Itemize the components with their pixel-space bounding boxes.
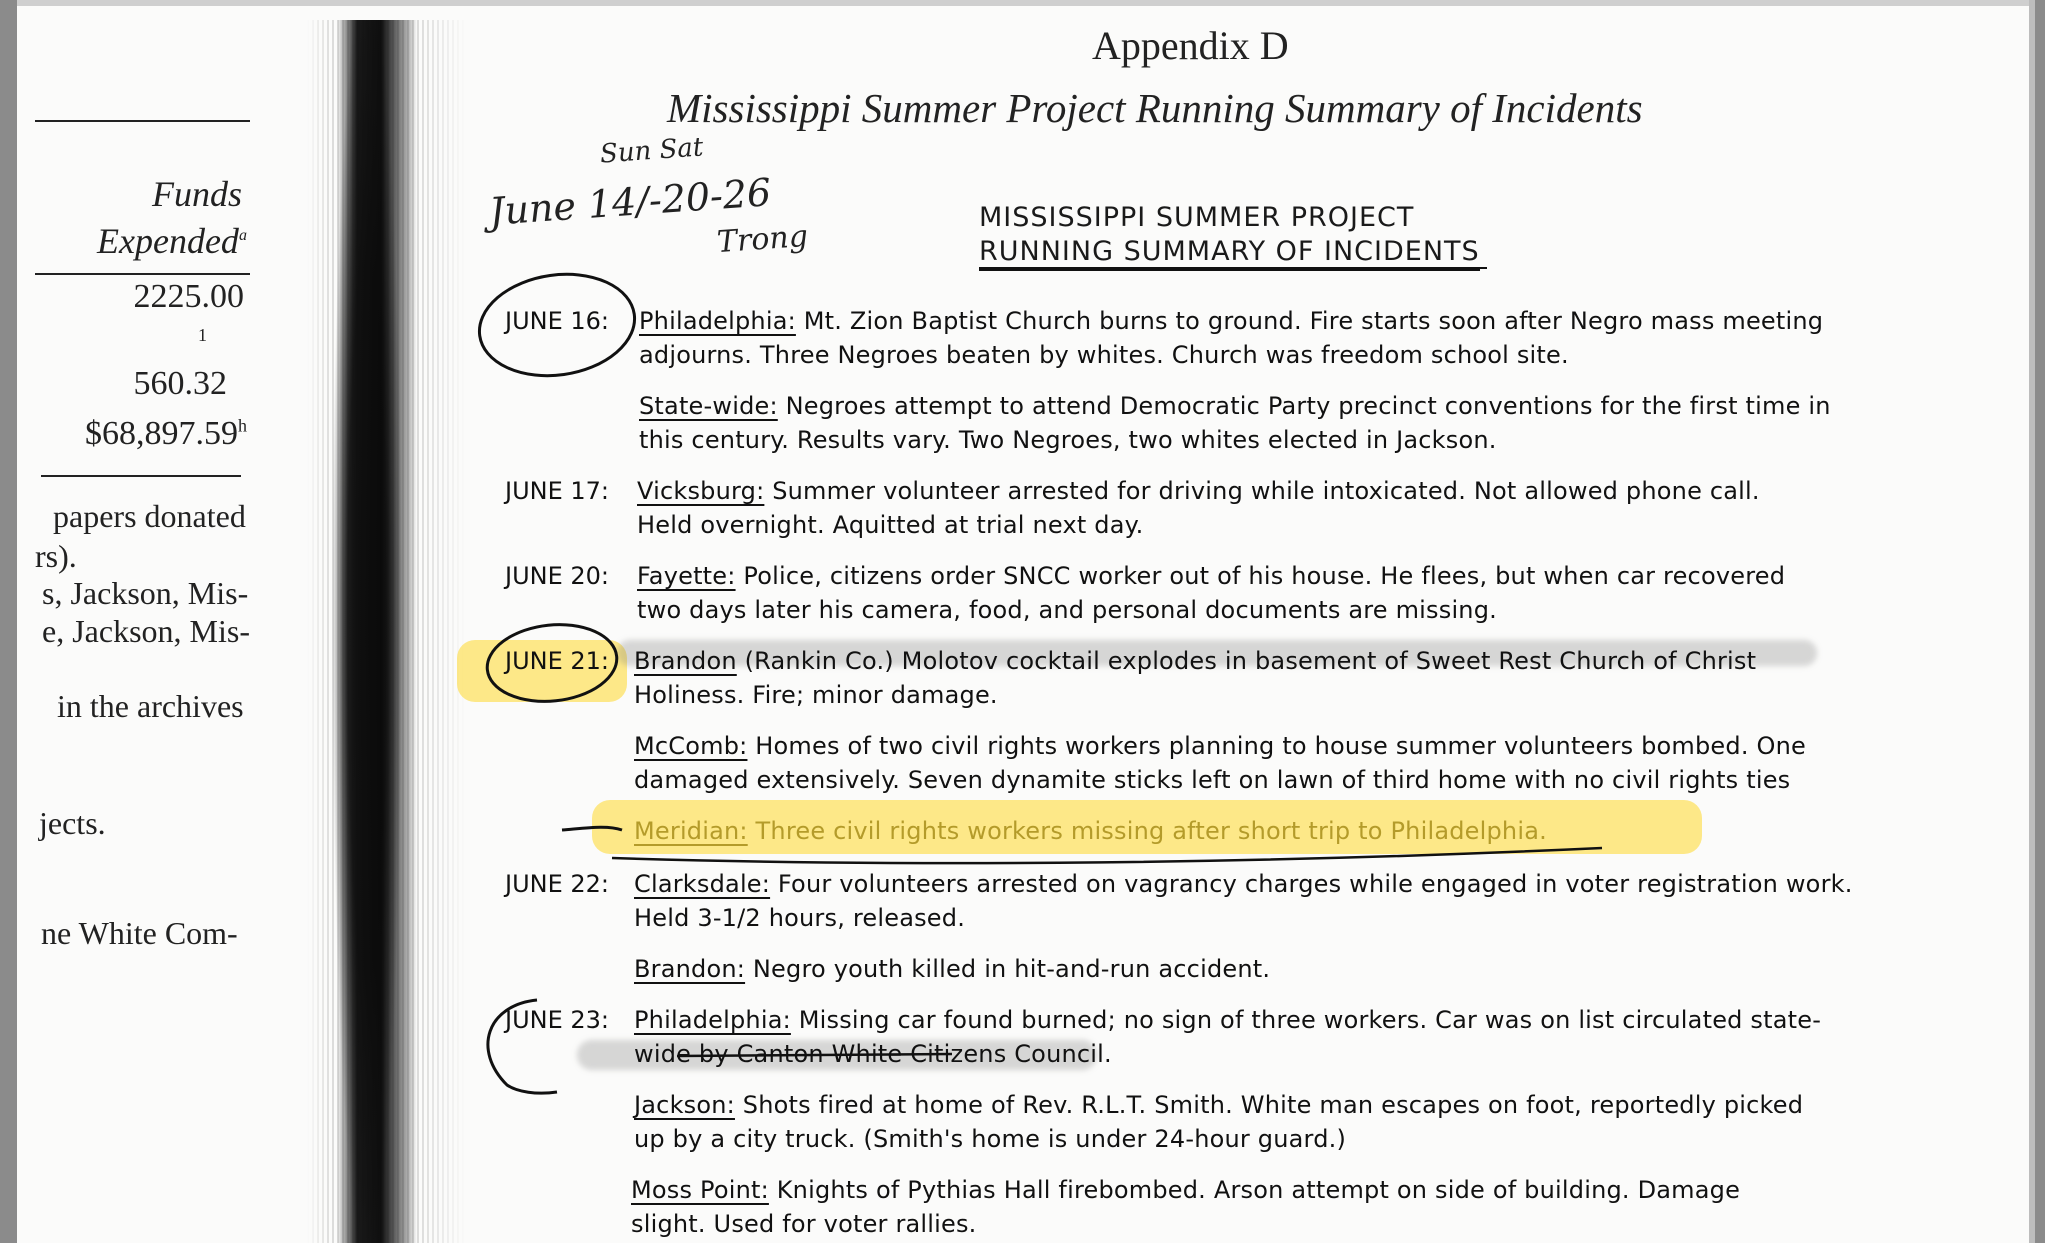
entry-5-line1: Brandon (Rankin Co.) Molotov cocktail explodes in basement of Sweet Rest Church of Christ [634,647,1757,675]
typed-title-line1: MISSISSIPPI SUMMER PROJECT [979,202,1415,233]
entry-10-line1: Philadelphia: Missing car found burned; no sign of three workers. Car was on list circulated state- [634,1006,1822,1034]
typed-title-line2: RUNNING SUMMARY OF INCIDENTS [979,236,1480,271]
entry-8-line2: Held 3-1/2 hours, released. [634,904,966,932]
bracket-june23 [488,1000,557,1093]
prev-text-3: s, Jackson, Mis- [42,575,249,611]
date-june17: JUNE 17: [505,477,610,505]
entry-12-line1: Moss Point: Knights of Pythias Hall firebombed. Arson attempt on side of building. Damage [631,1176,1741,1204]
handwritten-note-1: Sun Sat [599,132,705,170]
funds-value-3: 560.32 [133,365,227,402]
handwritten-note-2: June 14/-20-26 [487,170,773,234]
entry-4-line1: Fayette: Police, citizens order SNCC worker out of his house. He flees, but when car recovered [637,562,1786,590]
underline-meridian [612,848,1602,863]
entry-6-line2: damaged extensively. Seven dynamite sticks left on lawn of third home with no civil rights ties [634,766,1791,794]
entry-2-line2: this century. Results vary. Two Negroes, two whites elected in Jackson. [639,426,1497,454]
entry-1-line1: Philadelphia: Mt. Zion Baptist Church burns to ground. Fire starts soon after Negro mass meeting [639,307,1824,335]
strike-canton [677,1054,952,1056]
entry-3-line1: Vicksburg: Summer volunteer arrested for driving while intoxicated. Not allowed phone call. [637,477,1760,505]
date-june21: JUNE 21: [505,647,610,675]
entry-5-line2: Holiness. Fire; minor damage. [634,681,998,709]
prev-text-5: in the archives [57,688,244,724]
appendix-heading: Appendix D [1092,23,1289,68]
entry-6-line1: McComb: Homes of two civil rights workers planning to house summer volunteers bombed. One [634,732,1806,760]
handwritten-note-3: Trong [715,218,810,261]
funds-heading-line2: Expended$^a$ [97,221,247,261]
arrow-meridian [562,827,622,830]
funds-value-2: 1 [198,325,207,345]
entry-3-line2: Held overnight. Aquitted at trial next day. [637,511,1144,539]
page-title: Mississippi Summer Project Running Summary of Incidents [667,85,1643,131]
prev-text-4: e, Jackson, Mis- [42,613,250,649]
circle-june16 [473,265,641,386]
entry-2-line1: State-wide: Negroes attempt to attend Democratic Party precinct conventions for the first time in [639,392,1831,420]
funds-total: $68,897.59$^h$ [85,415,247,452]
funds-heading-line1: Funds [152,174,242,214]
pen-annotations [17,0,2035,1243]
entry-1-line2: adjourns. Three Negroes beaten by whites. Church was freedom school site. [639,341,1569,369]
entry-7-line1: Meridian: Three civil rights workers missing after short trip to Philadelphia. [634,817,1547,845]
date-june23: JUNE 23: [505,1006,610,1034]
scanned-page [17,0,2035,1243]
entry-11-line2: up by a city truck. (Smith's home is under 24-hour guard.) [634,1125,1347,1153]
entry-8-line1: Clarksdale: Four volunteers arrested on vagrancy charges while engaged in voter registration work. [634,870,1853,898]
date-june22: JUNE 22: [505,870,610,898]
prev-text-7: ne White Com- [41,915,238,951]
entry-11-line1: Jackson: Shots fired at home of Rev. R.L.T. Smith. White man escapes on foot, reportedly picked [634,1091,1804,1119]
prev-text-6: jects. [39,805,106,841]
date-june20: JUNE 20: [505,562,610,590]
prev-text-2: rs). [35,538,77,574]
prev-text-1: papers donated [53,498,246,534]
circle-june21 [483,618,620,707]
funds-value-1: 2225.00 [133,278,244,315]
entry-10-line2: wide by Canton White Citizens Council. [634,1040,1112,1068]
entry-4-line2: two days later his camera, food, and personal documents are missing. [637,596,1497,624]
entry-12-line2: slight. Used for voter rallies. [631,1210,977,1238]
entry-9-line1: Brandon: Negro youth killed in hit-and-run accident. [634,955,1271,983]
date-june16: JUNE 16: [505,307,610,335]
